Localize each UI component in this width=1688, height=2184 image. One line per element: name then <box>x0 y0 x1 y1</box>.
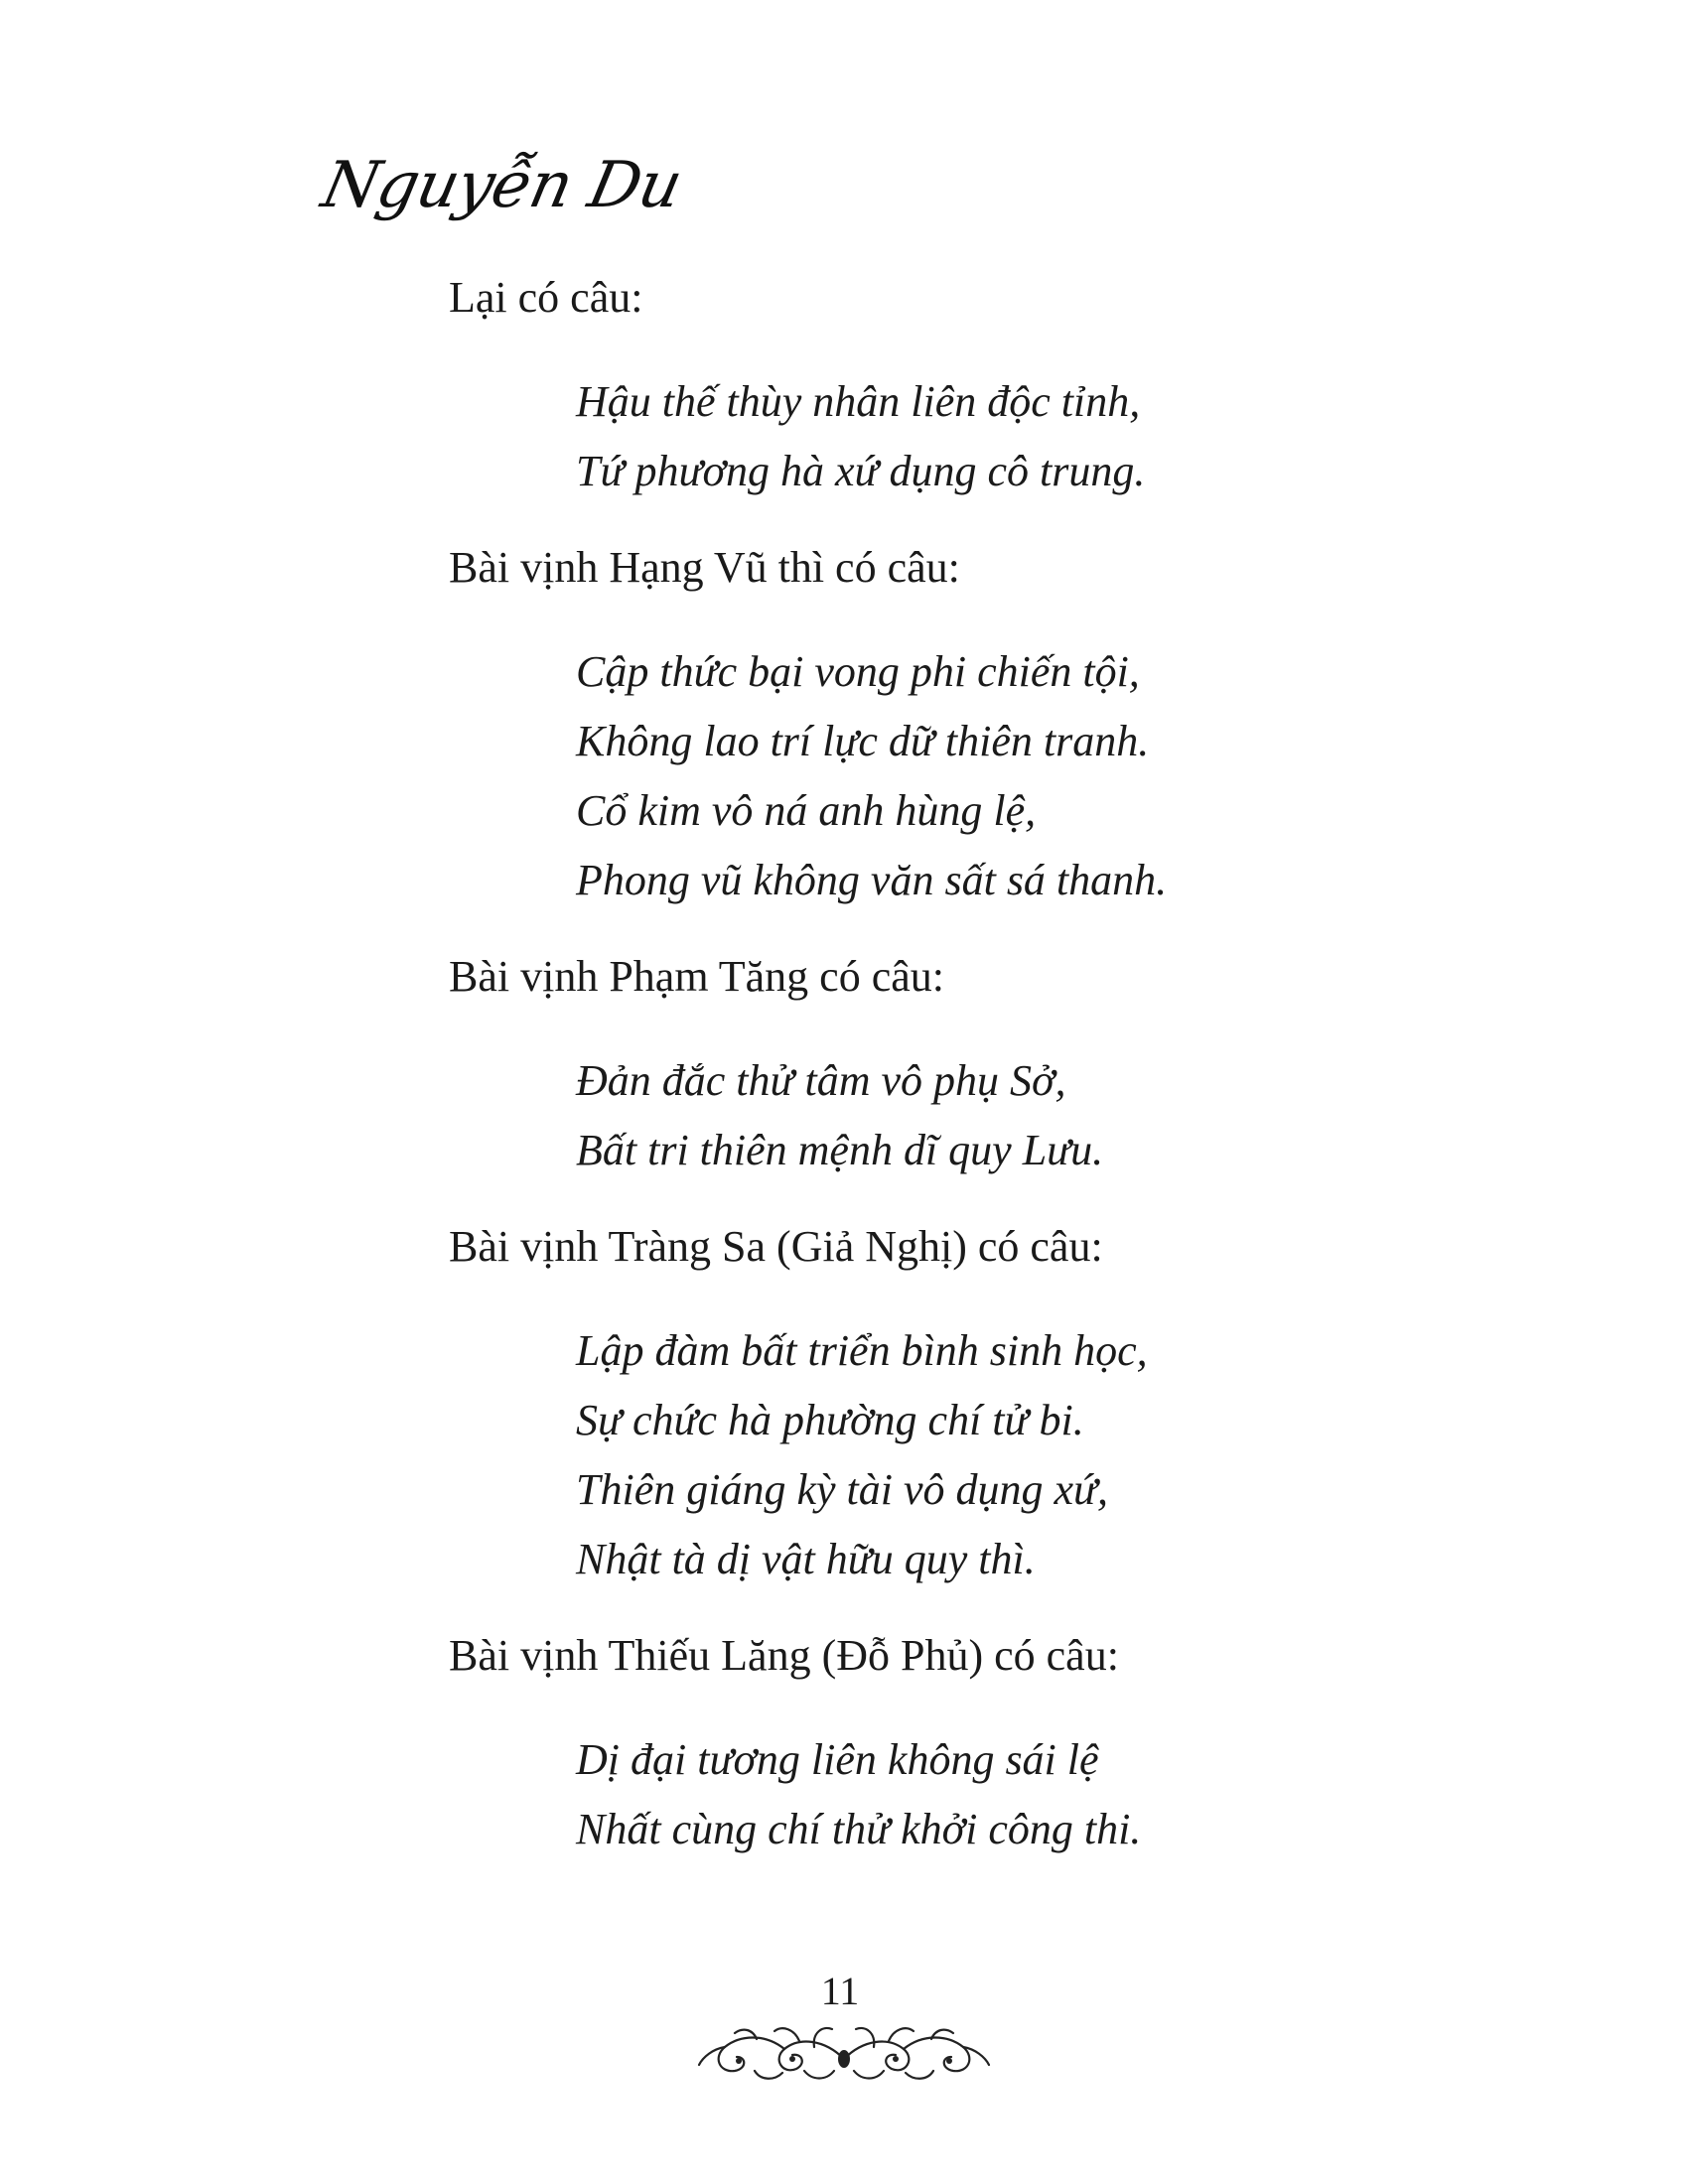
verse-block <box>576 1316 1442 1594</box>
verse-line: Tứ phương hà xứ dụng cô trung. <box>576 447 1146 495</box>
verse-line: Cập thức bại vong phi chiến tội, <box>576 647 1140 696</box>
verse-line: Dị đại tương liên không sái lệ <box>576 1735 1099 1784</box>
page-header-title: Nguyễn Du <box>316 149 688 222</box>
verse-line: Không lao trí lực dữ thiên tranh. <box>576 717 1150 765</box>
section-intro: Bài vịnh Phạm Tăng có câu: <box>449 952 944 1001</box>
verse-block <box>576 637 1442 915</box>
section-intro: Lại có câu: <box>449 273 643 322</box>
verse-line: Sự chức hà phường chí tử bi. <box>576 1396 1084 1444</box>
verse-line: Nhật tà dị vật hữu quy thì. <box>576 1535 1036 1583</box>
verse-line: Phong vũ không văn sất sá thanh. <box>576 856 1168 904</box>
verse-block <box>576 1046 1442 1185</box>
section-intro: Bài vịnh Thiếu Lăng (Đỗ Phủ) có câu: <box>449 1631 1119 1680</box>
verse-line: Lập đàm bất triển bình sinh học, <box>576 1326 1148 1375</box>
section-intro: Bài vịnh Tràng Sa (Giả Nghị) có câu: <box>449 1222 1103 1271</box>
verse-line: Bất tri thiên mệnh dĩ quy Lưu. <box>576 1126 1104 1174</box>
verse-line: Thiên giáng kỳ tài vô dụng xứ, <box>576 1465 1109 1514</box>
verse-block <box>576 367 1442 506</box>
verse-line: Hậu thế thùy nhân liên độc tỉnh, <box>576 377 1141 426</box>
verse-line: Cổ kim vô ná anh hùng lệ, <box>576 786 1037 835</box>
main-content <box>449 268 1442 1896</box>
page-number: 11 <box>820 1969 860 2013</box>
verse-block <box>576 1725 1442 1864</box>
section-intro: Bài vịnh Hạng Vũ thì có câu: <box>449 543 960 592</box>
verse-line: Nhất cùng chí thử khởi công thi. <box>576 1805 1142 1853</box>
floral-ornament-icon <box>695 2019 993 2089</box>
page-footer <box>0 1970 1688 2089</box>
verse-line: Đản đắc thử tâm vô phụ Sở, <box>576 1056 1066 1105</box>
